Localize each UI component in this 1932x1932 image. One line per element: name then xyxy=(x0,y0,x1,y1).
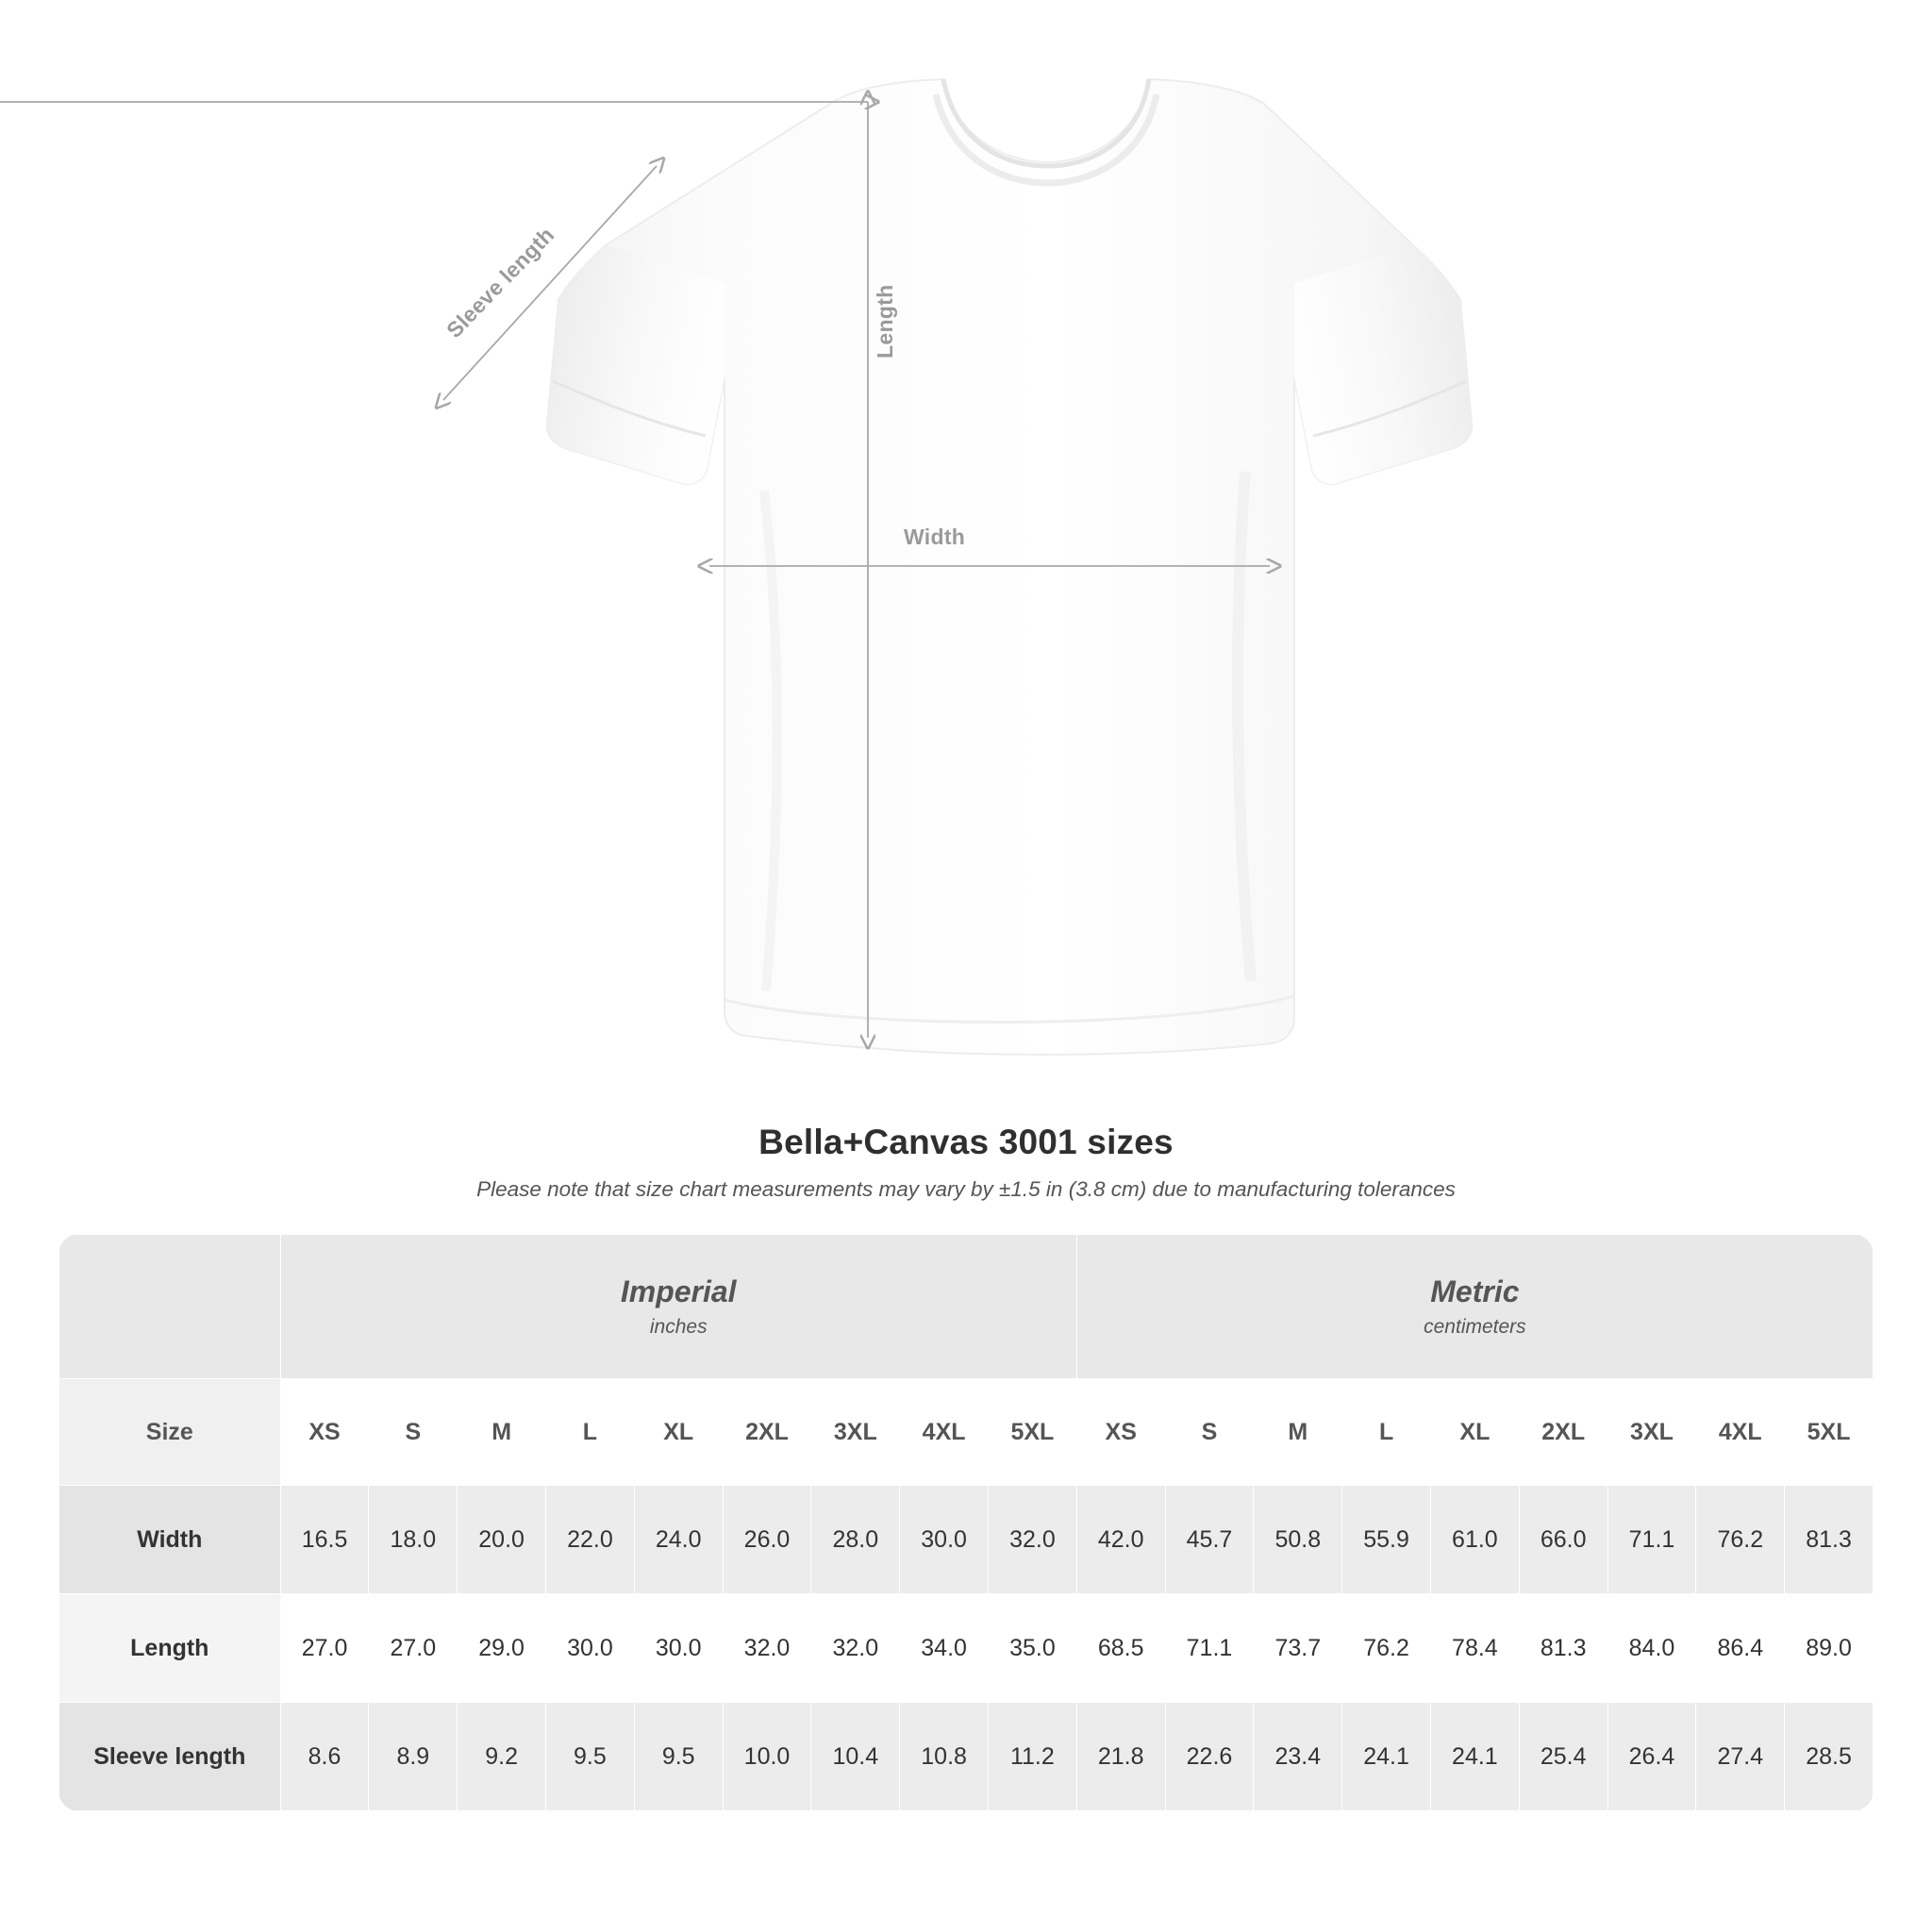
sleeve-length-dimension-label: Sleeve length xyxy=(441,222,559,343)
table-cell: 35.0 xyxy=(989,1594,1077,1703)
size-table xyxy=(58,1234,1874,1811)
unit-header-metric xyxy=(1076,1235,1873,1379)
table-cell: 45.7 xyxy=(1165,1486,1254,1594)
table-cell: 76.2 xyxy=(1696,1486,1785,1594)
size-header-cell: XL xyxy=(1430,1379,1519,1486)
table-cell: 24.1 xyxy=(1430,1703,1519,1811)
table-cell: 30.0 xyxy=(900,1486,989,1594)
size-header-cell: L xyxy=(1342,1379,1431,1486)
table-cell: 73.7 xyxy=(1254,1594,1342,1703)
size-header-cell: 3XL xyxy=(811,1379,900,1486)
table-row xyxy=(59,1594,1874,1703)
table-cell: 21.8 xyxy=(1076,1703,1165,1811)
table-row xyxy=(59,1703,1874,1811)
tolerance-note: Please note that size chart measurements may vary by ±1.5 in (3.8 cm) due to manufacturing tolerances xyxy=(476,1177,1456,1201)
table-cell: 89.0 xyxy=(1785,1594,1874,1703)
table-cell: 11.2 xyxy=(989,1703,1077,1811)
table-cell: 50.8 xyxy=(1254,1486,1342,1594)
row-label-length: Length xyxy=(59,1594,281,1703)
table-cell: 71.1 xyxy=(1607,1486,1696,1594)
size-header-cell: XS xyxy=(280,1379,369,1486)
table-cell: 9.5 xyxy=(546,1703,635,1811)
table-cell: 86.4 xyxy=(1696,1594,1785,1703)
table-cell: 81.3 xyxy=(1785,1486,1874,1594)
table-cell: 29.0 xyxy=(458,1594,546,1703)
table-cell: 26.0 xyxy=(723,1486,811,1594)
size-header-cell: 2XL xyxy=(1519,1379,1607,1486)
size-header-cell: 4XL xyxy=(1696,1379,1785,1486)
unit-header-row xyxy=(59,1235,1874,1379)
table-cell: 27.0 xyxy=(369,1594,458,1703)
table-cell: 26.4 xyxy=(1607,1703,1696,1811)
size-header-cell: S xyxy=(1165,1379,1254,1486)
unit-name-imperial: Imperial xyxy=(620,1274,737,1308)
table-cell: 24.1 xyxy=(1342,1703,1431,1811)
table-cell: 10.0 xyxy=(723,1703,811,1811)
table-cell: 78.4 xyxy=(1430,1594,1519,1703)
title-block xyxy=(0,1123,1932,1202)
size-header-cell: 5XL xyxy=(1785,1379,1874,1486)
table-cell: 9.5 xyxy=(634,1703,723,1811)
size-table-wrapper xyxy=(58,1234,1874,1811)
unit-header-imperial xyxy=(280,1235,1076,1379)
table-cell: 8.9 xyxy=(369,1703,458,1811)
table-cell: 30.0 xyxy=(634,1594,723,1703)
shirt-shape xyxy=(547,79,1473,1055)
table-cell: 76.2 xyxy=(1342,1594,1431,1703)
table-cell: 71.1 xyxy=(1165,1594,1254,1703)
table-cell: 27.0 xyxy=(280,1594,369,1703)
unit-sub-imperial: inches xyxy=(649,1316,708,1339)
table-cell: 61.0 xyxy=(1430,1486,1519,1594)
table-cell: 10.4 xyxy=(811,1703,900,1811)
table-cell: 27.4 xyxy=(1696,1703,1785,1811)
table-cell: 9.2 xyxy=(458,1703,546,1811)
table-cell: 28.5 xyxy=(1785,1703,1874,1811)
table-cell: 68.5 xyxy=(1076,1594,1165,1703)
table-cell: 84.0 xyxy=(1607,1594,1696,1703)
table-cell: 28.0 xyxy=(811,1486,900,1594)
table-cell: 24.0 xyxy=(634,1486,723,1594)
size-header-cell: 4XL xyxy=(900,1379,989,1486)
length-dimension-label: Length xyxy=(873,284,897,358)
size-header-cell: 2XL xyxy=(723,1379,811,1486)
table-cell: 22.6 xyxy=(1165,1703,1254,1811)
unit-sub-metric: centimeters xyxy=(1424,1316,1526,1339)
table-cell: 30.0 xyxy=(546,1594,635,1703)
row-label-sleeve-length: Sleeve length xyxy=(59,1703,281,1811)
size-header-cell: 5XL xyxy=(989,1379,1077,1486)
width-dimension-label: Width xyxy=(904,525,966,549)
size-header-cell: L xyxy=(546,1379,635,1486)
table-cell: 34.0 xyxy=(900,1594,989,1703)
size-header-cell: S xyxy=(369,1379,458,1486)
table-cell: 20.0 xyxy=(458,1486,546,1594)
size-header-row xyxy=(59,1379,1874,1486)
table-row xyxy=(59,1486,1874,1594)
table-cell: 32.0 xyxy=(723,1594,811,1703)
table-cell: 22.0 xyxy=(546,1486,635,1594)
size-header-cell: XS xyxy=(1076,1379,1165,1486)
table-cell: 8.6 xyxy=(280,1703,369,1811)
table-cell: 10.8 xyxy=(900,1703,989,1811)
size-header-cell: 3XL xyxy=(1607,1379,1696,1486)
table-cell: 32.0 xyxy=(989,1486,1077,1594)
table-cell: 66.0 xyxy=(1519,1486,1607,1594)
size-header-cell: M xyxy=(458,1379,546,1486)
size-row-label: Size xyxy=(59,1379,281,1486)
size-header-cell: M xyxy=(1254,1379,1342,1486)
table-cell: 18.0 xyxy=(369,1486,458,1594)
unit-header-corner xyxy=(59,1235,281,1379)
unit-name-metric: Metric xyxy=(1430,1274,1520,1308)
table-cell: 23.4 xyxy=(1254,1703,1342,1811)
table-cell: 81.3 xyxy=(1519,1594,1607,1703)
table-cell: 25.4 xyxy=(1519,1703,1607,1811)
size-header-cell: XL xyxy=(634,1379,723,1486)
table-cell: 42.0 xyxy=(1076,1486,1165,1594)
table-cell: 55.9 xyxy=(1342,1486,1431,1594)
row-label-width: Width xyxy=(59,1486,281,1594)
page-title: Bella+Canvas 3001 sizes xyxy=(758,1123,1174,1161)
table-cell: 32.0 xyxy=(811,1594,900,1703)
table-cell: 16.5 xyxy=(280,1486,369,1594)
